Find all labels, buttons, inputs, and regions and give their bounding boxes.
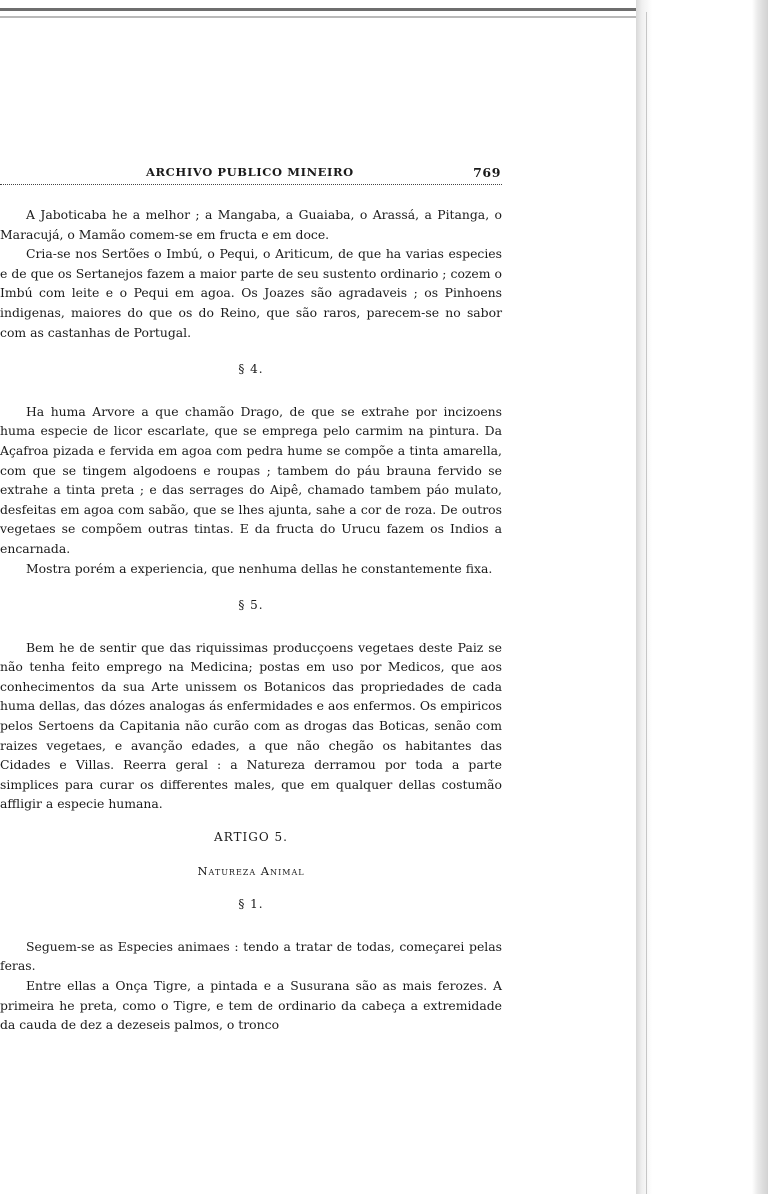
natureza-animal-heading: Natureza Animal bbox=[197, 863, 305, 878]
scan-top-rule-shadow bbox=[0, 16, 648, 18]
page-number: 769 bbox=[473, 165, 501, 180]
paragraph-especies: Seguem-se as Especies animaes : tendo a tratar de todas, começarei pelas feras. bbox=[0, 938, 502, 974]
running-header bbox=[0, 165, 505, 185]
artigo-heading: ARTIGO 5. bbox=[214, 830, 288, 845]
paragraph-fruits: A Jaboticaba he a melhor ; a Mangaba, a Guaiaba, o Arassá, a Pitanga, o Maracujá, o Mamão comem-se em fructa e em doce. bbox=[0, 207, 502, 242]
scan-page-margin bbox=[636, 0, 768, 1194]
scan-page-edge bbox=[646, 12, 647, 1194]
paragraph-experiencia: Mostra porém a experiencia, que nenhuma dellas he constantemente fixa. bbox=[26, 560, 493, 576]
section-heading-5: § 5. bbox=[238, 598, 264, 613]
header-rule bbox=[0, 184, 502, 185]
running-title: ARCHIVO PUBLICO MINEIRO bbox=[146, 165, 354, 179]
scan-top-rule bbox=[0, 8, 640, 11]
section-heading-1: § 1. bbox=[238, 897, 264, 912]
section-heading-4: § 4. bbox=[238, 362, 264, 377]
paragraph-sertoes: Cria-se nos Sertões o Imbú, o Pequi, o Ariticum, de que ha varias especies e de que os Sertanejos fazem a maior parte de seu sustento ordinario ; cozem o Imbú com leite e o Pequi em agoa. Os Joazes são agradaveis ; os Pinhoens indigenas, maiores do que os do Reino, que são raros, parecem-se no sabor com as castanhas de Portugal. bbox=[0, 246, 502, 340]
paragraph-onca: Entre ellas a Onça Tigre, a pintada e a Susurana são as mais ferozes. A primeira he preta, como o Tigre, e tem de ordinario da cabeça a extremidade da cauda de dez a dezeseis palmos, o tronco bbox=[0, 978, 502, 1033]
body-text bbox=[0, 205, 502, 1035]
paragraph-drago: Ha huma Arvore a que chamão Drago, de que se extrahe por incizoens huma especie de licor escarlate, que se emprega pelo carmim na pintura. Da Açafroa pizada e fervida em agoa com pedra hume se compõe a tinta amarella, com que se tingem algodoens e roupas ; tambem do páu brauna fervido se extrahe a tinta preta ; e das serrages do Aipê, chamado tambem páo mulato, desfeitas em agoa com sabão, que se lhes ajunta, sahe a cor de roza. De outros vegetaes se compõem outras tintas. E da fructa do Urucu fazem os Indios a encarnada. bbox=[0, 403, 502, 556]
paragraph-medicina: Bem he de sentir que das riquissimas producçoens vegetaes deste Paiz se não tenha feito emprego na Medicina; postas em uso por Medicos, que aos conhecimentos da sua Arte unissem os Botanicos das propriedades de cada huma dellas, das dózes analogas ás enfermidades e aos enfermos. Os empiricos pelos Sertoens da Capitania não curão com as drogas das Boticas, senão com raizes vegetaes, e avanção edades, a que não chegão os habitantes das Cidades e Villas. Reerra geral : a Natureza derramou por toda a parte simplices para curar os differentes males, que em qualquer dellas costumão affligir a especie humana. bbox=[0, 639, 502, 812]
